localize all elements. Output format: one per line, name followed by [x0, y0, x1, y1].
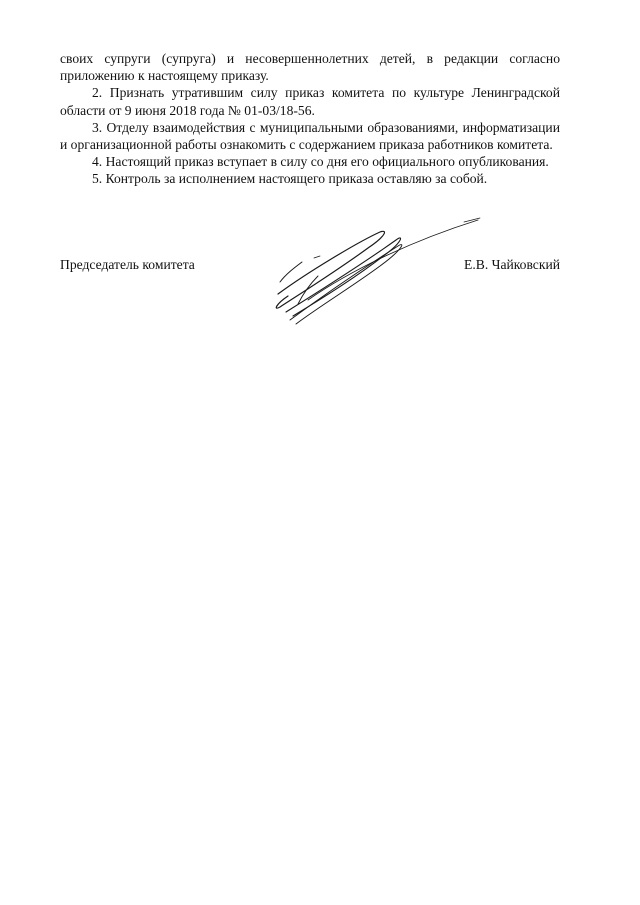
- paragraph-item-2: 2. Признать утратившим силу приказ комитета по культуре Ленинградской области от 9 июня 2018 года № 01-03/18-56.: [60, 85, 560, 118]
- signer-title: Председатель комитета: [60, 257, 195, 272]
- paragraph-item-4: 4. Настоящий приказ вступает в силу со дня его официального опубликования.: [92, 154, 549, 170]
- paragraph-item-3: 3. Отделу взаимодействия с муниципальными образованиями, информатизации и организационной работы ознакомить с содержанием приказа работников комитета.: [60, 119, 560, 153]
- paragraph-continuation: своих супруги (супруга) и несовершеннолетних детей, в редакции согласно приложению к настоящему приказу.: [60, 51, 560, 84]
- handwritten-signature: [268, 212, 488, 327]
- signer-name: Е.В. Чайковский: [464, 257, 560, 272]
- order-body-text: [60, 50, 560, 188]
- paragraph-item-5: 5. Контроль за исполнением настоящего приказа оставляю за собой.: [92, 171, 488, 187]
